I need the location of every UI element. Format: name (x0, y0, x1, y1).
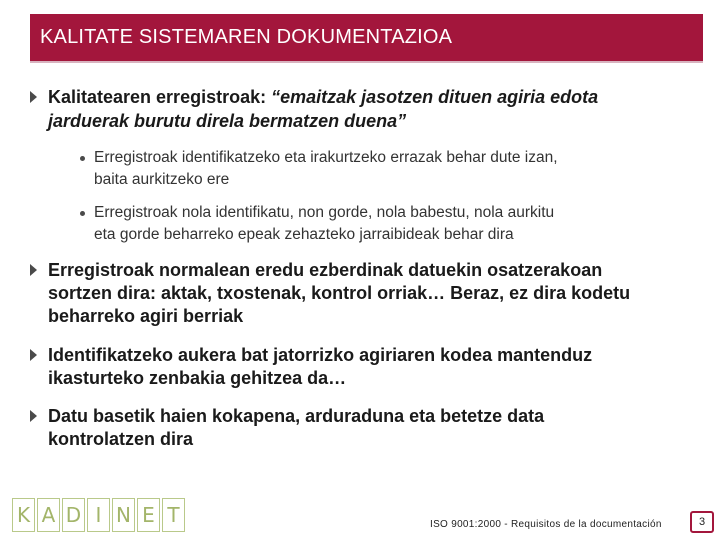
bullet-4 (48, 405, 708, 451)
page-number: 3 (690, 511, 714, 533)
logo-letter: D (62, 498, 85, 532)
bullet-1-line-1 (48, 86, 708, 109)
sub-bullet-2 (94, 202, 704, 246)
bullet-1-lead: Kalitatearen erregistroak: (48, 87, 272, 107)
bullet-4-line-1: Datu basetik haien kokapena, arduraduna eta betetze data (48, 406, 545, 426)
bullet-1-line-2 (48, 110, 406, 133)
sub-bullet-2-line-2: eta gorde beharreko epeak zehazteko jarraibideak behar dira (94, 226, 514, 243)
footer-caption: ISO 9001:2000 - Requisitos de la documentación (430, 519, 662, 530)
bullet-triangle-icon (30, 91, 37, 103)
bullet-3-line-1: Identifikatzeko aukera bat jatorrizko agiriaren kodea mantenduz (48, 345, 593, 365)
bullet-2-line-2: sortzen dira: aktak, txostenak, kontrol orriak… Beraz, ez dira kodetu (48, 283, 631, 303)
slide-title-bar (30, 14, 703, 63)
sub-bullet-dot-icon (80, 156, 85, 161)
bullet-2-line-1: Erregistroak normalean eredu ezberdinak datuekin osatzerakoan (48, 260, 603, 280)
sub-bullet-1-line-1: Erregistroak identifikatzeko eta irakurtzeko errazak behar dute izan, (94, 149, 558, 166)
bullet-3 (48, 344, 708, 390)
logo-letter: N (112, 498, 135, 532)
logo-letter: E (137, 498, 160, 532)
bullet-1-quote-2: jarduerak burutu direla bermatzen duena” (48, 111, 407, 131)
bullet-triangle-icon (30, 349, 37, 361)
bullet-2-line-3: beharreko agiri berriak (48, 306, 244, 326)
sub-bullet-2-line-1: Erregistroak nola identifikatu, non gorde, nola babestu, nola aurkitu (94, 204, 555, 221)
bullet-3-line-2: ikasturteko zenbakia gehitzea da… (48, 368, 347, 388)
bullet-4-line-2: kontrolatzen dira (48, 429, 194, 449)
logo-letter: K (12, 498, 35, 532)
logo-letter: I (87, 498, 110, 532)
bullet-triangle-icon (30, 410, 37, 422)
sub-bullet-1-line-2: baita aurkitzeko ere (94, 171, 230, 188)
logo-letter: A (37, 498, 60, 532)
bullet-triangle-icon (30, 264, 37, 276)
slide-title: KALITATE SISTEMAREN DOKUMENTAZIOA (40, 26, 453, 48)
kadinet-logo (12, 498, 187, 532)
sub-bullet-dot-icon (80, 211, 85, 216)
logo-letter: T (162, 498, 185, 532)
bullet-1-quote-1: “emaitzak jasotzen dituen agiria edota (271, 87, 599, 107)
sub-bullet-1 (94, 147, 694, 191)
bullet-2 (48, 259, 708, 328)
